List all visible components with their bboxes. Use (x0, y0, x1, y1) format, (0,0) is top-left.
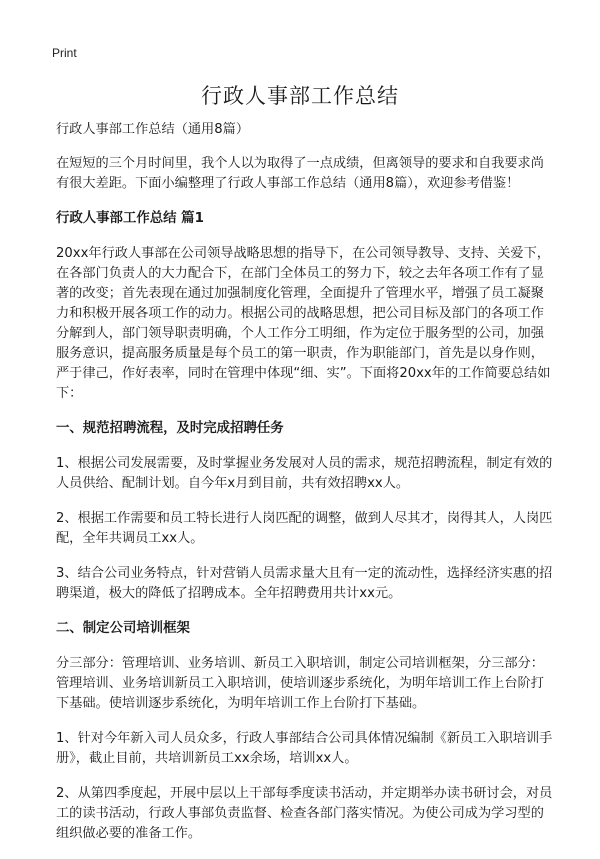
subsection-heading-training: 二、制定公司培训框架 (56, 621, 190, 636)
document-title: 行政人事部工作总结 (201, 84, 399, 108)
intro-paragraph: 在短短的三个月时间里，我个人以为取得了一点成绩，但离领导的要求和自我要求尚有很大差距。下面小编整理了行政人事部工作总结（通用8篇），欢迎参考借鉴！ (56, 156, 544, 191)
print-link[interactable]: Print (52, 46, 77, 60)
paragraph: 2、从第四季度起，开展中层以上干部每季度读书活动，并定期举办读书研讨会，对员工的读书活动，行政人事部负责监督、检查各部门落实情况。为使公司成为学习型的组织做必要的准备工作。 (56, 786, 553, 841)
subsection-heading-recruitment: 一、规范招聘流程，及时完成招聘任务 (56, 421, 284, 436)
section-heading: 行政人事部工作总结 篇1 (56, 211, 204, 226)
paragraph: 2、根据工作需要和员工特长进行人岗匹配的调整，做到人尽其才，岗得其人，人岗匹配，全年共调员工xx人。 (56, 511, 553, 546)
paragraph: 20xx年行政人事部在公司领导战略思想的指导下，在公司领导教导、支持、关爱下，在各部门负责人的大力配合下，在部门全体员工的努力下，较之去年各项工作有了显著的改变；首先表现在通过加强制度化管理，全面提升了管理水平，增强了员工凝聚力和积极开展各项工作的动力。根据公司的战略思想，把公司目标及部门的各项工作分解到人，部门领导职责明确，个人工作分工明细，作为定位于服务型的公司，加强服务意识，提高服务质量是每个员工的第一职责，作为职能部门，首先是以身作则，严于律己，作好表率，同时在管理中体现“细、实”。下面将20xx年的工作简要总结如下： (56, 246, 551, 401)
document-subtitle: 行政人事部工作总结（通用8篇） (56, 122, 250, 137)
paragraph: 1、针对今年新入司人员众多，行政人事部结合公司具体情况编制《新员工入职培训手册》，截止目前，共培训新员工xx余场，培训xx人。 (56, 731, 553, 766)
paragraph: 3、结合公司业务特点，针对营销人员需求量大且有一定的流动性，选择经济实惠的招聘渠道，极大的降低了招聘成本。全年招聘费用共计xx元。 (56, 566, 553, 601)
paragraph: 分三部分：管理培训、业务培训、新员工入职培训，制定公司培训框架，分三部分：管理培训、业务培训新员工入职培训，使培训逐步系统化，为明年培训工作上台阶打下基础。使培训逐步系统化，为明年培训工作上台阶打下基础。 (56, 656, 544, 711)
paragraph: 1、根据公司发展需要，及时掌握业务发展对人员的需求，规范招聘流程，制定有效的人员供给、配制计划。自今年x月到目前，共有效招聘xx人。 (56, 456, 553, 491)
document-body (56, 120, 554, 859)
